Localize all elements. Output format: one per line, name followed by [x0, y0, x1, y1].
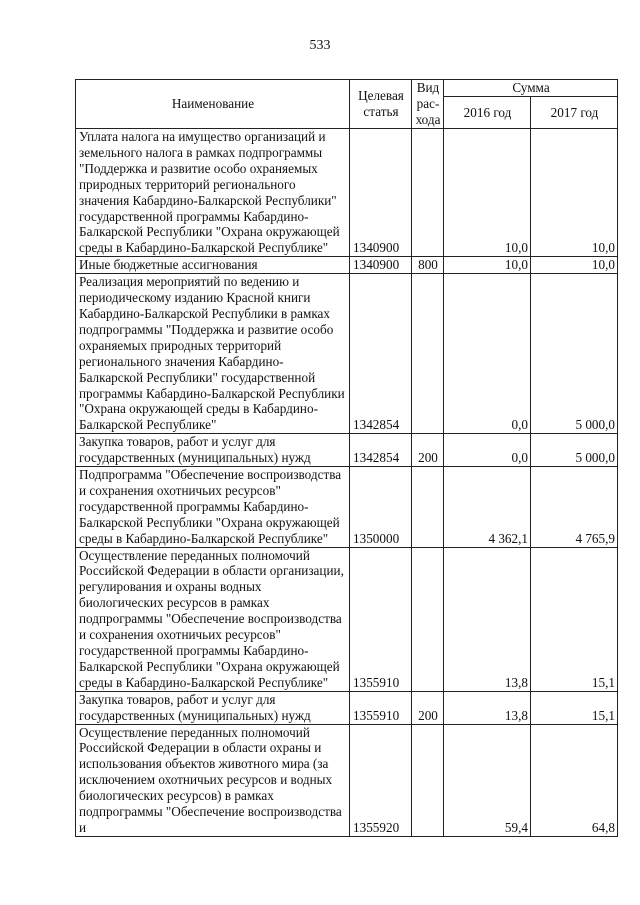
row-name: Реализация мероприятий по ведению и периодическому изданию Красной книги Кабардино-Балкарской Республики в рамках подпрограммы "Поддержка и развитие особо охраняемых природных территорий регионального значения Кабардино-Балкарской Республики" государственной программы Кабардино-Балкарской Республики "Охрана окружающей среды в Кабардино-Балкарской Республике" — [76, 274, 350, 434]
row-name: Подпрограмма "Обеспечение воспроизводства и сохранения охотничьих ресурсов" государственной программы Кабардино-Балкарской Республики "Охрана окружающей среды в Кабардино-Балкарской Республике" — [76, 467, 350, 548]
row-sum-2016: 10,0 — [444, 257, 531, 274]
row-sum-2017: 64,8 — [531, 724, 618, 836]
header-sum: Сумма — [444, 80, 618, 97]
table-row — [76, 274, 618, 434]
row-sum-2017: 15,1 — [531, 691, 618, 724]
table-row — [76, 691, 618, 724]
row-target-article: 1342854 — [350, 434, 412, 467]
row-target-article: 1355910 — [350, 691, 412, 724]
table-row — [76, 547, 618, 691]
table-row — [76, 724, 618, 836]
row-expense-type — [412, 129, 444, 257]
row-target-article: 1342854 — [350, 274, 412, 434]
row-expense-type — [412, 547, 444, 691]
row-expense-type — [412, 467, 444, 548]
table-row — [76, 257, 618, 274]
table-row — [76, 467, 618, 548]
header-expense-type: Вид рас- хода — [412, 80, 444, 129]
row-name: Закупка товаров, работ и услуг для государственных (муниципальных) нужд — [76, 434, 350, 467]
row-sum-2016: 0,0 — [444, 274, 531, 434]
row-target-article: 1355910 — [350, 547, 412, 691]
budget-table — [75, 79, 618, 837]
table-body — [76, 129, 618, 837]
row-name: Осуществление переданных полномочий Российской Федерации в области охраны и использования объектов животного мира (за исключением охотничьих ресурсов и водных биологических ресурсов) в рамках подпрограммы "Обеспечение воспроизводства и — [76, 724, 350, 836]
row-target-article: 1340900 — [350, 129, 412, 257]
row-name: Иные бюджетные ассигнования — [76, 257, 350, 274]
row-sum-2016: 4 362,1 — [444, 467, 531, 548]
row-sum-2017: 10,0 — [531, 129, 618, 257]
row-expense-type: 800 — [412, 257, 444, 274]
row-target-article: 1350000 — [350, 467, 412, 548]
row-sum-2016: 13,8 — [444, 691, 531, 724]
row-sum-2017: 5 000,0 — [531, 434, 618, 467]
header-name: Наименование — [76, 80, 350, 129]
row-sum-2017: 10,0 — [531, 257, 618, 274]
row-expense-type: 200 — [412, 434, 444, 467]
row-expense-type — [412, 724, 444, 836]
row-sum-2017: 5 000,0 — [531, 274, 618, 434]
row-name: Закупка товаров, работ и услуг для государственных (муниципальных) нужд — [76, 691, 350, 724]
header-target-article: Целевая статья — [350, 80, 412, 129]
row-sum-2017: 4 765,9 — [531, 467, 618, 548]
table-row — [76, 129, 618, 257]
table-row — [76, 434, 618, 467]
row-expense-type: 200 — [412, 691, 444, 724]
row-name: Осуществление переданных полномочий Российской Федерации в области организации, регулирования и охраны водных биологических ресурсов в рамках подпрограммы "Обеспечение воспроизводства и сохранения охотничьих ресурсов" государственной программы Кабардино-Балкарской Республики "Охрана окружающей среды в Кабардино-Балкарской Республике" — [76, 547, 350, 691]
table-header — [76, 80, 618, 129]
row-target-article: 1340900 — [350, 257, 412, 274]
row-sum-2016: 13,8 — [444, 547, 531, 691]
header-year-2017: 2017 год — [531, 97, 618, 129]
row-sum-2017: 15,1 — [531, 547, 618, 691]
header-year-2016: 2016 год — [444, 97, 531, 129]
row-expense-type — [412, 274, 444, 434]
row-sum-2016: 59,4 — [444, 724, 531, 836]
row-sum-2016: 0,0 — [444, 434, 531, 467]
page-number: 533 — [309, 38, 331, 53]
row-sum-2016: 10,0 — [444, 129, 531, 257]
row-target-article: 1355920 — [350, 724, 412, 836]
row-name: Уплата налога на имущество организаций и земельного налога в рамках подпрограммы "Поддержка и развитие особо охраняемых природных территорий регионального значения Кабардино-Балкарской Республики" государственной программы Кабардино-Балкарской Республики "Охрана окружающей среды в Кабардино-Балкарской Республике" — [76, 129, 350, 257]
